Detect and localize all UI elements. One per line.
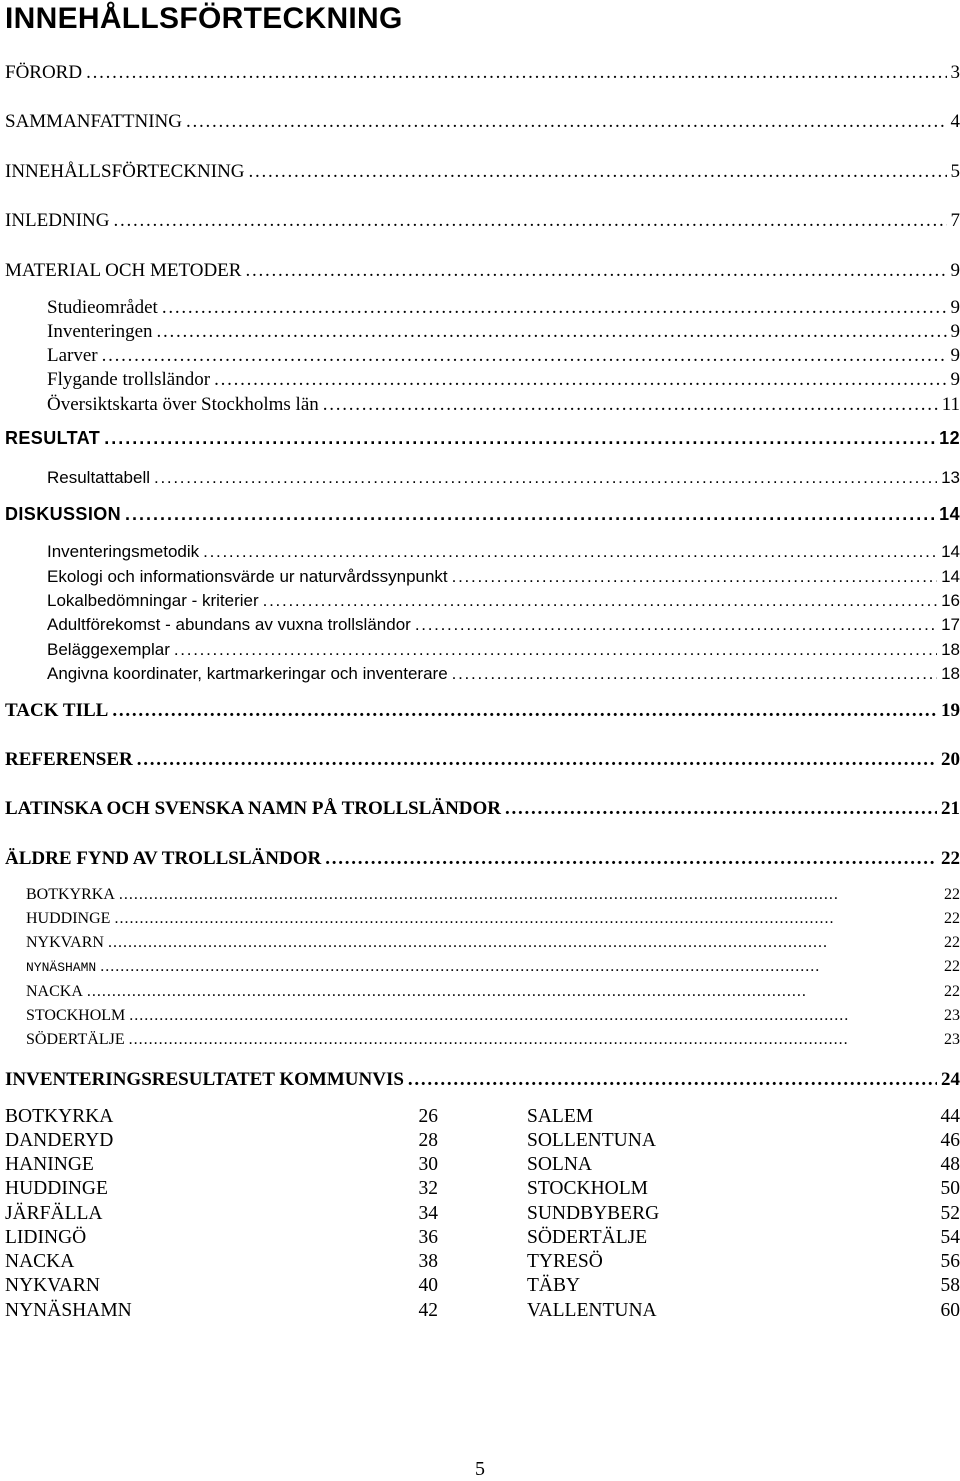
kommun-page: 40 [419, 1275, 439, 1297]
page-title: INNEHÅLLSFÖRTECKNING [5, 2, 403, 36]
dot-leader [112, 700, 937, 722]
kommun-entry[interactable] [527, 1130, 960, 1154]
kommun-page: 42 [419, 1300, 439, 1322]
kommun-entry[interactable] [5, 1251, 438, 1275]
dot-leader [452, 567, 937, 587]
toc-entry-page: 9 [951, 321, 960, 343]
toc-entry-page: 14 [941, 542, 960, 562]
toc-entry-label: SAMMANFATTNING [5, 111, 182, 133]
toc-entry-label: REFERENSER [5, 749, 133, 771]
kommun-entry[interactable] [527, 1227, 960, 1251]
toc-entry-label: Studieområdet [47, 297, 158, 319]
dot-leader [100, 958, 940, 976]
kommun-entry[interactable] [527, 1251, 960, 1275]
toc-entry-label: DISKUSSION [5, 504, 121, 525]
toc-entry[interactable] [5, 749, 960, 773]
dot-leader [263, 591, 937, 611]
kommun-page: 54 [941, 1227, 960, 1249]
toc-entry-label: Lokalbedömningar - kriterier [47, 591, 259, 611]
toc-entry-label: Flygande trollsländor [47, 369, 210, 391]
toc-entry[interactable] [47, 297, 960, 321]
toc-entry[interactable] [5, 210, 960, 234]
dot-leader [108, 934, 940, 952]
toc-entry[interactable] [5, 161, 960, 185]
toc-entry[interactable] [5, 260, 960, 284]
kommun-entry[interactable] [5, 1130, 438, 1154]
kommun-name: LIDINGÖ [5, 1227, 86, 1249]
kommun-page: 58 [941, 1275, 960, 1297]
dot-leader [162, 297, 947, 319]
kommun-entry[interactable] [5, 1154, 438, 1178]
toc-entry-page: 22 [941, 848, 960, 870]
toc-entry-page: 18 [941, 664, 960, 684]
kommun-name: NYKVARN [5, 1275, 100, 1297]
kommun-page: 56 [941, 1251, 960, 1273]
toc-entry-page: 22 [944, 910, 960, 928]
toc-entry[interactable] [26, 886, 960, 910]
toc-entry-page: 22 [944, 958, 960, 976]
page-number: 5 [0, 1458, 960, 1481]
toc-entry-page: 9 [951, 345, 960, 367]
kommun-page: 30 [419, 1154, 439, 1176]
kommun-entry[interactable] [5, 1203, 438, 1227]
kommun-entry[interactable] [527, 1154, 960, 1178]
toc-entry-page: 17 [941, 615, 960, 635]
toc-entry-page: 22 [944, 886, 960, 904]
kommun-page: 44 [941, 1106, 960, 1128]
toc-entry-page: 20 [941, 749, 960, 771]
dot-leader [114, 910, 940, 928]
toc-entry[interactable] [47, 321, 960, 345]
toc-entry-label: MATERIAL OCH METODER [5, 260, 241, 282]
toc-entry[interactable] [26, 958, 960, 982]
dot-leader [174, 640, 937, 660]
toc-entry-label: Översiktskarta över Stockholms län [47, 394, 319, 416]
dot-leader [113, 210, 946, 232]
kommun-entry[interactable] [527, 1106, 960, 1130]
toc-entry[interactable] [47, 394, 960, 418]
dot-leader [323, 394, 938, 416]
kommun-name: SOLNA [527, 1154, 592, 1176]
kommun-page: 48 [941, 1154, 960, 1176]
toc-entry-page: 23 [944, 1007, 960, 1025]
toc-entry-label: RESULTAT [5, 428, 100, 449]
kommun-entry[interactable] [5, 1178, 438, 1202]
toc-entry-page: 14 [939, 504, 960, 525]
toc-entry-page: 14 [941, 567, 960, 587]
toc-entry-label: ÄLDRE FYND AV TROLLSLÄNDOR [5, 848, 321, 870]
toc-entry[interactable] [47, 345, 960, 369]
toc-entry-page: 16 [941, 591, 960, 611]
toc-entry-page: 9 [951, 260, 960, 282]
toc-entry-page: 5 [951, 161, 960, 183]
dot-leader [452, 664, 937, 684]
kommun-name: BOTKYRKA [5, 1106, 113, 1128]
kommun-name: SOLLENTUNA [527, 1130, 656, 1152]
dot-leader [505, 798, 937, 820]
toc-entry-label: INVENTERINGSRESULTATET KOMMUNVIS [5, 1069, 404, 1091]
dot-leader [104, 428, 935, 449]
toc-entry-page: 3 [951, 62, 960, 84]
kommun-page: 60 [941, 1300, 960, 1322]
kommun-page: 46 [941, 1130, 960, 1152]
toc-entry-label: NYNÄSHAMN [26, 960, 96, 975]
kommun-name: NACKA [5, 1251, 74, 1273]
toc-entry-label: Larver [47, 345, 98, 367]
dot-leader [186, 111, 947, 133]
dot-leader [325, 848, 937, 870]
dot-leader [129, 1031, 940, 1049]
kommun-page: 38 [419, 1251, 439, 1273]
kommun-entry[interactable] [5, 1275, 438, 1299]
kommun-entry[interactable] [527, 1203, 960, 1227]
toc-entry-label: Resultattabell [47, 468, 150, 488]
kommun-page: 26 [419, 1106, 439, 1128]
dot-leader [154, 468, 937, 488]
toc-entry-page: 21 [941, 798, 960, 820]
toc-entry[interactable] [47, 615, 960, 639]
kommun-entry[interactable] [527, 1178, 960, 1202]
dot-leader [137, 749, 937, 771]
toc-entry-label: INLEDNING [5, 210, 109, 232]
toc-entry-page: 9 [951, 297, 960, 319]
toc-entry-page: 19 [941, 700, 960, 722]
kommun-page: 34 [419, 1203, 439, 1225]
toc-entry[interactable] [47, 369, 960, 393]
toc-entry-label: Inventeringsmetodik [47, 542, 199, 562]
kommun-name: HANINGE [5, 1154, 94, 1176]
toc-entry-page: 18 [941, 640, 960, 660]
kommun-name: SALEM [527, 1106, 593, 1128]
dot-leader [119, 886, 940, 904]
toc-entry-label: Angivna koordinater, kartmarkeringar och inventerare [47, 664, 448, 684]
toc-entry-label: HUDDINGE [26, 910, 110, 928]
dot-leader [102, 345, 947, 367]
dot-leader [125, 504, 935, 525]
toc-entry-label: FÖRORD [5, 62, 82, 84]
toc-entry-page: 22 [944, 934, 960, 952]
toc-entry-label: BOTKYRKA [26, 886, 115, 904]
kommun-name: TYRESÖ [527, 1251, 603, 1273]
kommun-name: JÄRFÄLLA [5, 1203, 103, 1225]
toc-entry-label: Beläggexemplar [47, 640, 170, 660]
kommun-name: TÄBY [527, 1275, 580, 1297]
toc-entry[interactable] [26, 934, 960, 958]
kommun-entry[interactable] [527, 1275, 960, 1299]
dot-leader [408, 1069, 937, 1091]
toc-entry[interactable] [47, 664, 960, 688]
toc-entry[interactable] [26, 1007, 960, 1031]
toc-entry[interactable] [47, 567, 960, 591]
toc-entry-label: NACKA [26, 983, 83, 1001]
kommun-entry[interactable] [5, 1300, 438, 1324]
toc-entry-label: Adultförekomst - abundans av vuxna trollsländor [47, 615, 411, 635]
kommun-name: SUNDBYBERG [527, 1203, 659, 1225]
kommun-name: HUDDINGE [5, 1178, 108, 1200]
dot-leader [86, 62, 946, 84]
toc-entry[interactable] [5, 700, 960, 724]
kommun-page: 36 [419, 1227, 439, 1249]
toc-entry[interactable] [26, 983, 960, 1007]
toc-entry-label: INNEHÅLLSFÖRTECKNING [5, 161, 245, 183]
toc-entry[interactable] [47, 591, 960, 615]
dot-leader [415, 615, 937, 635]
toc-entry-label: TACK TILL [5, 700, 108, 722]
kommun-name: NYNÄSHAMN [5, 1300, 132, 1322]
kommun-page: 52 [941, 1203, 960, 1225]
toc-entry-label: NYKVARN [26, 934, 104, 952]
toc-entry[interactable] [5, 504, 960, 528]
kommun-entry[interactable] [527, 1300, 960, 1324]
dot-leader [214, 369, 946, 391]
kommun-entry[interactable] [5, 1106, 438, 1130]
dot-leader [87, 983, 940, 1001]
kommun-name: STOCKHOLM [527, 1178, 648, 1200]
kommun-name: DANDERYD [5, 1130, 113, 1152]
toc-entry-page: 13 [941, 468, 960, 488]
toc-entry[interactable] [47, 542, 960, 566]
kommun-page: 32 [419, 1178, 439, 1200]
toc-entry-label: LATINSKA OCH SVENSKA NAMN PÅ TROLLSLÄNDOR [5, 798, 501, 820]
toc-entry[interactable] [26, 1031, 960, 1055]
toc-entry[interactable] [47, 640, 960, 664]
toc-entry[interactable] [26, 910, 960, 934]
toc-entry[interactable] [5, 62, 960, 86]
dot-leader [157, 321, 947, 343]
kommun-entry[interactable] [5, 1227, 438, 1251]
toc-entry[interactable] [5, 111, 960, 135]
dot-leader [129, 1007, 940, 1025]
kommun-page: 28 [419, 1130, 439, 1152]
kommun-page: 50 [941, 1178, 960, 1200]
toc-entry-page: 23 [944, 1031, 960, 1049]
toc-entry-page: 11 [942, 394, 960, 416]
toc-entry-page: 12 [939, 428, 960, 449]
toc-entry-page: 4 [951, 111, 960, 133]
toc-entry[interactable] [5, 798, 960, 822]
toc-entry-page: 7 [951, 210, 960, 232]
toc-entry-page: 22 [944, 983, 960, 1001]
toc-entry[interactable] [5, 848, 960, 872]
dot-leader [245, 260, 946, 282]
kommun-name: SÖDERTÄLJE [527, 1227, 647, 1249]
toc-entry-label: Ekologi och informationsvärde ur naturvårdssynpunkt [47, 567, 448, 587]
toc-entry[interactable] [5, 1069, 960, 1093]
kommun-name: VALLENTUNA [527, 1300, 657, 1322]
dot-leader [249, 161, 947, 183]
toc-entry-label: STOCKHOLM [26, 1007, 125, 1025]
dot-leader [203, 542, 937, 562]
toc-entry-page: 9 [951, 369, 960, 391]
toc-entry[interactable] [47, 468, 960, 492]
toc-entry-label: Inventeringen [47, 321, 153, 343]
toc-entry-label: SÖDERTÄLJE [26, 1031, 125, 1049]
toc-entry-page: 24 [941, 1069, 960, 1091]
toc-entry[interactable] [5, 428, 960, 452]
